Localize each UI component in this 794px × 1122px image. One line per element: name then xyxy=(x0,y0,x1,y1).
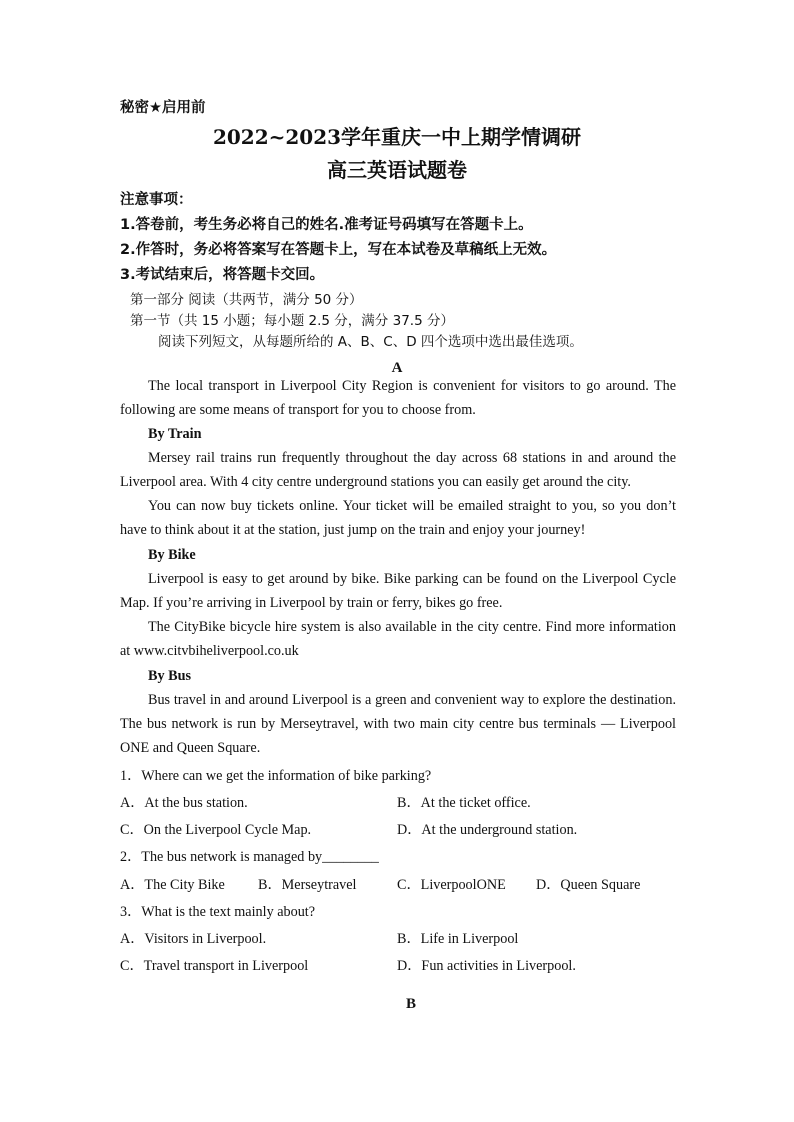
question-stem: 3．What is the text mainly about? xyxy=(120,904,316,920)
train-heading: By Train xyxy=(148,426,202,442)
notice-item: 2.作答时，务必将答案写在答题卡上，写在本试卷及草稿纸上无效。 xyxy=(120,242,557,258)
question-option: D．Queen Square xyxy=(536,877,641,893)
question-option: B．Life in Liverpool xyxy=(397,931,519,947)
citybike-paragraph: The CityBike bicycle hire system is also available in the city centre. Find more information at www.citvbiheliverpool.co.uk xyxy=(120,619,676,660)
question-option: C．On the Liverpool Cycle Map. xyxy=(120,822,312,838)
question-option: D．At the underground station. xyxy=(397,822,578,838)
notice-item: 1.答卷前，考生务必将自己的姓名.准考证号码填写在答题卡上。 xyxy=(120,217,533,233)
bike-paragraph: Liverpool is easy to get around by bike. Bike parking can be found on the Liverpool Cycle Map. If you’re arriving in Liverpool by train or ferry, bikes go free. xyxy=(120,571,676,612)
exam-subtitle: 高三英语试题卷 xyxy=(327,158,467,182)
question-option: A．Visitors in Liverpool. xyxy=(120,931,267,947)
instruction-text: 阅读下列短文，从每题所给的 A、B、C、D 四个选项中选出最佳选项。 xyxy=(158,334,583,350)
secret-label: 秘密★启用前 xyxy=(120,100,206,116)
question-option: C．Travel transport in Liverpool xyxy=(120,958,309,974)
exam-title: 2022~2023学年重庆一中上期学情调研 xyxy=(212,125,582,149)
question-option: A．At the bus station. xyxy=(120,795,248,811)
bike-heading: By Bike xyxy=(148,547,196,563)
question-stem: 2．The bus network is managed by________ xyxy=(120,849,379,865)
question-option: A．The City Bike xyxy=(120,877,225,893)
question-stem: 1．Where can we get the information of bike parking? xyxy=(120,768,432,784)
section-heading: 第一节（共 15 小题；每小题 2.5 分，满分 37.5 分） xyxy=(130,313,454,329)
notice-item: 3.考试结束后，将答题卡交回。 xyxy=(120,267,325,283)
passage-a-letter: A xyxy=(391,360,403,376)
question-option: C．LiverpoolONE xyxy=(397,877,506,893)
ticket-paragraph: You can now buy tickets online. Your ticket will be emailed straight to you, so you don’t have to think about it at the station, just jump on the train and enjoy your journey! xyxy=(120,498,676,539)
question-option: B．Merseytravel xyxy=(258,877,357,893)
question-option: D．Fun activities in Liverpool. xyxy=(397,958,576,974)
bus-paragraph: Bus travel in and around Liverpool is a green and convenient way to explore the destination. The bus network is run by Merseytravel, with two main city centre bus terminals — Liverpool ONE and Queen Square. xyxy=(120,692,676,757)
part-heading: 第一部分 阅读（共两节，满分 50 分） xyxy=(130,292,363,308)
train-paragraph: Mersey rail trains run frequently throughout the day across 68 stations in and around the Liverpool area. With 4 city centre underground stations you can easily get around the city. xyxy=(120,450,676,491)
notice-heading: 注意事项： xyxy=(120,192,193,208)
bus-heading: By Bus xyxy=(148,668,191,684)
question-option: B．At the ticket office. xyxy=(397,795,531,811)
passage-intro: The local transport in Liverpool City Region is convenient for visitors to go around. The following are some means of transport for you to choose from. xyxy=(120,378,676,419)
passage-b-letter: B xyxy=(405,996,416,1012)
